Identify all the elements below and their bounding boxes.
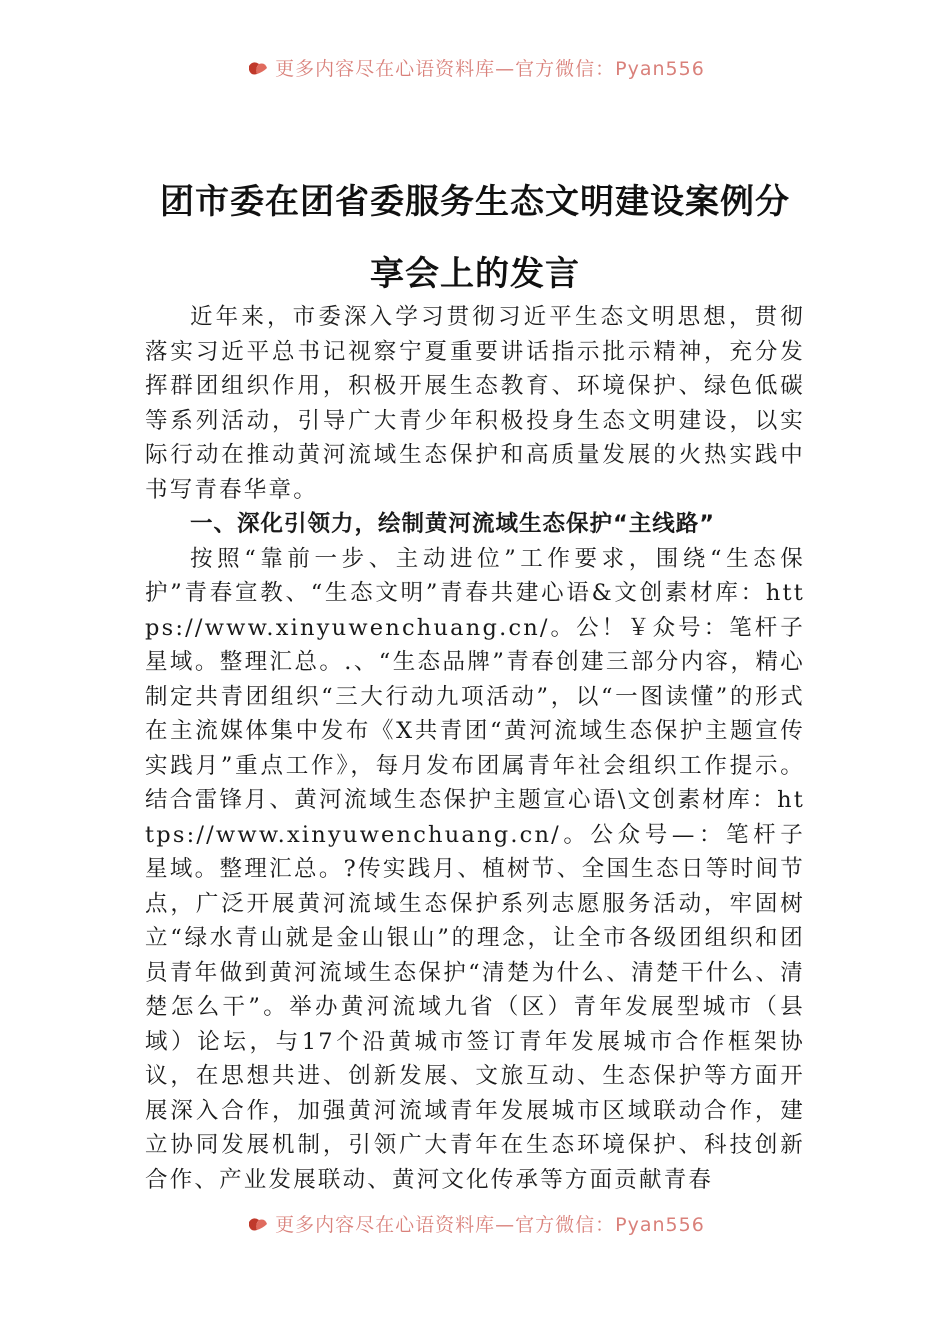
document-title xyxy=(145,166,805,310)
title-line-2: 享会上的发言 xyxy=(370,254,580,294)
title-line-1: 团市委在团省委服务生态文明建设案例分 xyxy=(160,182,790,222)
header-watermark xyxy=(0,52,950,86)
section-1-paragraph: 按照“靠前一步、主动进位”工作要求，围绕“生态保护”青春宣教、“生态文明”青春共建心语&文创素材库：https://www.xinyuwenchuang.cn/。公！￥众号：笔杆子星域。整理汇总。.、“生态品牌”青春创建三部分内容，精心制定共青团组织“三大行动九项活动”，以“一图读懂”的形式在主流媒体集中发布《X共青团“黄河流域生态保护主题宣传实践月”重点工作》，每月发布团属青年社会组织工作提示。结合雷锋月、黄河流域生态保护主题宣心语\文创素材库：https://www.xinyuwenchuang.cn/。公众号—：笔杆子星域。整理汇总。?传实践月、植树节、全国生态日等时间节点，广泛开展黄河流域生态保护系列志愿服务活动，牢固树立“绿水青山就是金山银山”的理念，让全市各级团组织和团员青年做到黄河流域生态保护“清楚为什么、清楚干什么、清楚怎么干”。举办黄河流域九省（区）青年发展型城市（县域）论坛，与17个沿黄城市签订青年发展城市合作框架协议，在思想共进、创新发展、文旅互动、生态保护等方面开展深入合作，加强黄河流域青年发展城市区域联动合作，建立协同发展机制，引领广大青年在生态环境保护、科技创新合作、产业发展联动、黄河文化传承等方面贡献青春 xyxy=(145,545,805,1193)
intro-paragraph: 近年来，市委深入学习贯彻习近平生态文明思想，贯彻落实习近平总书记视察宁夏重要讲话指示批示精神，充分发挥群团组织作用，积极开展生态教育、环境保护、绿色低碳等系列活动，引导广大青少年积极投身生态文明建设，以实际行动在推动黄河流域生态保护和高质量发展的火热实践中书写青春华章。 xyxy=(145,304,805,503)
document-body xyxy=(145,300,805,1197)
watermark-text-footer: 更多内容尽在心语资料库—官方微信：Pyan556 xyxy=(275,1213,705,1236)
footer-watermark xyxy=(0,1208,950,1242)
watermark-text: 更多内容尽在心语资料库—官方微信：Pyan556 xyxy=(275,57,705,80)
section-1-heading: 一、深化引领力，绘制黄河流域生态保护“主线路” xyxy=(190,511,716,537)
watermark-logo-icon xyxy=(245,56,271,82)
watermark-logo-icon xyxy=(245,1212,271,1238)
